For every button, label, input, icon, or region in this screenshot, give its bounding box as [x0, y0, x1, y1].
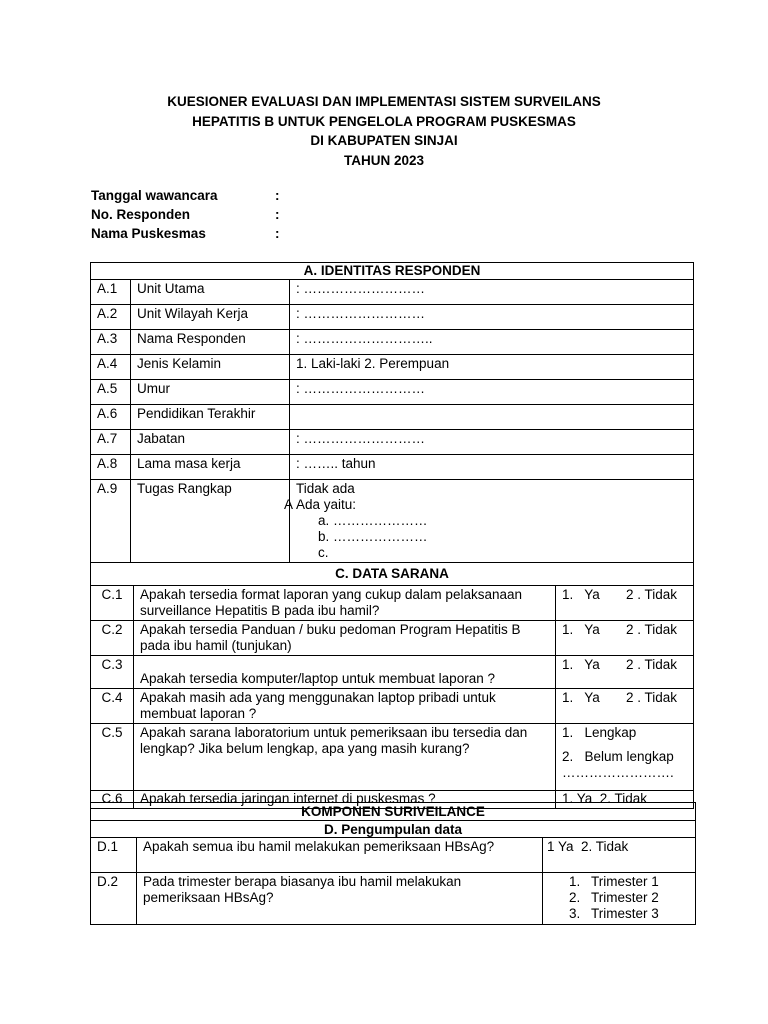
table-row	[91, 838, 696, 873]
meta-colon: :	[275, 226, 280, 241]
list-number: 2.	[569, 890, 581, 905]
yes-no-options[interactable]: 1 Ya 2. Tidak	[543, 838, 696, 873]
incomplete-detail-field[interactable]: …………………….	[562, 765, 674, 780]
component-header: KOMPONEN SURIVEILANCE	[91, 803, 696, 821]
row-value-field[interactable]: : …….. tahun	[290, 455, 694, 480]
row-label: Unit Wilayah Kerja	[131, 305, 290, 330]
table-row	[91, 455, 694, 480]
section-d-header: D. Pengumpulan data	[91, 821, 696, 838]
meta-colon: :	[275, 207, 280, 222]
option-none[interactable]: Tidak ada	[296, 481, 355, 496]
meta-label: Tanggal wawancara	[91, 188, 218, 203]
option-incomplete[interactable]: 2. Belum lengkap	[562, 749, 674, 764]
meta-interview-date[interactable]	[91, 186, 280, 205]
row-value-field[interactable]: : ………………………	[290, 305, 694, 330]
row-value-field[interactable]: : ………………………..	[290, 330, 694, 355]
section-a-table	[90, 262, 694, 563]
document-title	[0, 92, 768, 170]
option-complete[interactable]: 1. Lengkap	[562, 725, 637, 740]
row-question: Apakah tersedia jaringan internet di puskesmas ?	[134, 791, 556, 809]
option-trimester-3[interactable]	[569, 906, 689, 922]
yes-no-options[interactable]: 1. Ya 2 . Tidak	[556, 689, 694, 724]
meta-puskesmas-name[interactable]	[91, 224, 280, 243]
table-row	[91, 280, 694, 305]
row-label: Unit Utama	[131, 280, 290, 305]
option-yes[interactable]: Ada yaitu:	[296, 497, 357, 512]
row-code: C.4	[91, 689, 134, 724]
title-line-3: DI KABUPATEN SINJAI	[310, 133, 458, 148]
row-code: C.3	[91, 656, 134, 689]
table-row	[91, 405, 694, 430]
row-value-field[interactable]: : ………………………	[290, 380, 694, 405]
row-label: Jenis Kelamin	[131, 355, 290, 380]
title-line-2: HEPATITIS B UNTUK PENGELOLA PROGRAM PUSKESMAS	[192, 113, 576, 129]
row-code: A.1	[91, 280, 131, 305]
option-trimester-2[interactable]	[569, 890, 689, 906]
table-row	[91, 355, 694, 380]
row-question: Apakah tersedia komputer/laptop untuk membuat laporan ?	[134, 656, 556, 689]
row-label-text: Tugas Rangkap	[137, 481, 232, 496]
row-code: D.1	[91, 838, 137, 873]
table-row	[91, 480, 694, 563]
table-row	[91, 586, 694, 621]
row-code: A.8	[91, 455, 131, 480]
lab-options[interactable]	[556, 724, 694, 791]
row-code: C.2	[91, 621, 134, 656]
gender-options[interactable]: 1. Laki-laki 2. Perempuan	[290, 355, 694, 380]
row-label-marker: A	[283, 497, 293, 512]
yes-no-options[interactable]: 1. Ya 2 . Tidak	[556, 656, 694, 689]
meta-label: Nama Puskesmas	[91, 226, 206, 241]
list-text: Trimester 1	[591, 874, 659, 889]
list-text: Trimester 3	[591, 906, 659, 921]
table-row	[91, 330, 694, 355]
row-value-field[interactable]: : ………………………	[290, 280, 694, 305]
row-code: A.4	[91, 355, 131, 380]
interview-meta	[91, 186, 280, 243]
option-trimester-1[interactable]	[569, 874, 689, 890]
row-code: A.5	[91, 380, 131, 405]
row-question: Apakah sarana laboratorium untuk pemeriksaan ibu tersedia dan lengkap? Jika belum lengkap, apa yang masih kurang?	[134, 724, 556, 791]
row-code: A.6	[91, 405, 131, 430]
row-question: Apakah masih ada yang menggunakan laptop pribadi untuk membuat laporan ?	[134, 689, 556, 724]
row-question: Apakah tersedia Panduan / buku pedoman Program Hepatitis B pada ibu hamil (tunjukan)	[134, 621, 556, 656]
row-value-field[interactable]	[290, 405, 694, 430]
row-code: A.3	[91, 330, 131, 355]
list-number: 1.	[569, 874, 581, 889]
table-row	[91, 430, 694, 455]
table-row	[91, 380, 694, 405]
sub-item-c[interactable]: c.	[318, 545, 329, 560]
row-label: Jabatan	[131, 430, 290, 455]
row-label: Umur	[131, 380, 290, 405]
row-question: Apakah tersedia format laporan yang cukup dalam pelaksanaan surveillance Hepatitis B pada ibu hamil?	[134, 586, 556, 621]
row-code: D.2	[91, 873, 137, 925]
sub-item-a[interactable]: a. …………………	[318, 513, 428, 528]
row-code: C.6	[91, 791, 134, 809]
side-job-options[interactable]	[290, 480, 694, 563]
table-row	[91, 689, 694, 724]
table-row	[91, 305, 694, 330]
row-code: A.7	[91, 430, 131, 455]
row-code: C.1	[91, 586, 134, 621]
table-row	[91, 873, 696, 925]
section-a-header: A. IDENTITAS RESPONDEN	[91, 263, 694, 280]
row-value-field[interactable]: : ………………………	[290, 430, 694, 455]
row-question: Apakah semua ibu hamil melakukan pemeriksaan HBsAg?	[137, 838, 543, 873]
row-label: Pendidikan Terakhir	[131, 405, 290, 430]
table-row	[91, 621, 694, 656]
yes-no-options[interactable]: 1. Ya 2 . Tidak	[556, 586, 694, 621]
list-number: 3.	[569, 906, 581, 921]
title-line-1: KUESIONER EVALUASI DAN IMPLEMENTASI SISTEM SURVEILANS	[167, 94, 601, 109]
sub-item-b[interactable]: b. …………………	[318, 529, 428, 544]
list-text: Trimester 2	[591, 890, 659, 905]
section-c-header: C. DATA SARANA	[91, 563, 694, 586]
meta-label: No. Responden	[91, 207, 191, 222]
table-row	[91, 656, 694, 689]
row-label: Nama Responden	[131, 330, 290, 355]
trimester-options[interactable]	[543, 873, 696, 925]
table-row	[91, 724, 694, 791]
row-code: A.2	[91, 305, 131, 330]
title-line-4: TAHUN 2023	[343, 152, 425, 168]
row-label: Lama masa kerja	[131, 455, 290, 480]
row-code: A.9	[91, 480, 131, 563]
yes-no-options[interactable]: 1. Ya 2. Tidak	[556, 791, 694, 809]
yes-no-options[interactable]: 1. Ya 2 . Tidak	[556, 621, 694, 656]
row-question: Pada trimester berapa biasanya ibu hamil melakukan pemeriksaan HBsAg?	[137, 873, 543, 925]
row-code: C.5	[91, 724, 134, 791]
section-d-table	[90, 802, 696, 925]
meta-colon: :	[275, 188, 280, 203]
section-c-table	[90, 562, 694, 809]
row-label	[131, 480, 293, 563]
meta-respondent-number[interactable]	[91, 205, 280, 224]
